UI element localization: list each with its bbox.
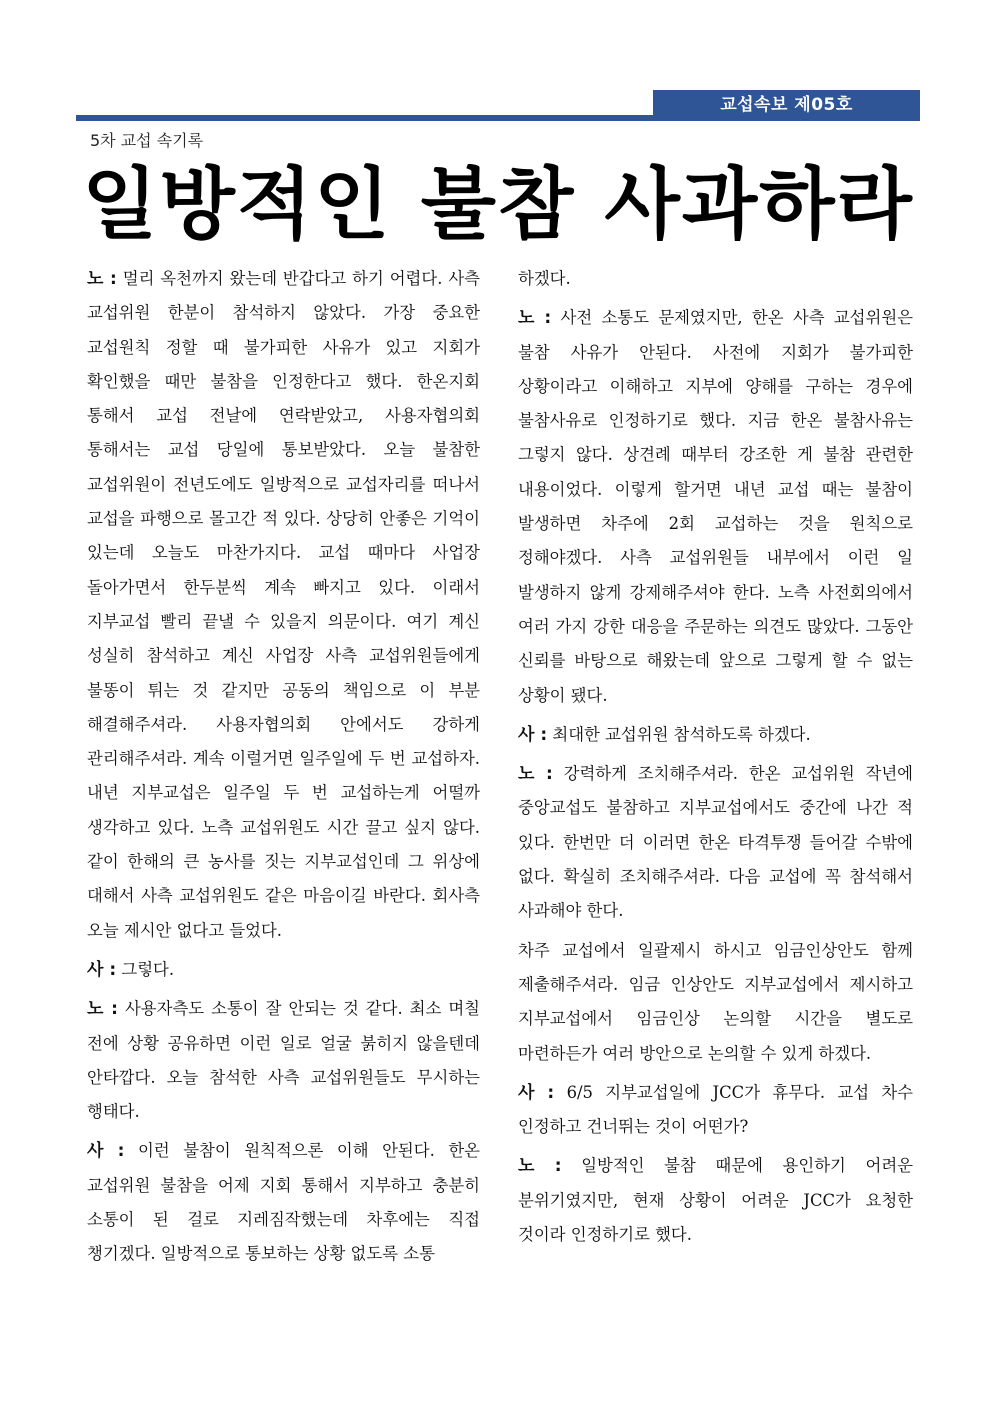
paragraph xyxy=(518,1149,913,1252)
paragraph xyxy=(518,301,913,713)
paragraph xyxy=(518,1076,913,1145)
paragraph xyxy=(87,262,480,948)
speaker-label: 사 : xyxy=(87,959,117,980)
left-column xyxy=(87,262,480,1277)
paragraph-text: 이런 불참이 원칙적으론 이해 안된다. 한온 교섭위원 불참을 어제 지회 통해서 지부하고 충분히 소통이 된 걸로 지레짐작했는데 차후에는 직접 챙기겠다. 일방적으로 통보하는 상황 없도록 소통 xyxy=(87,1141,481,1264)
page-headline: 일방적인 불참 사과하라 xyxy=(82,160,914,250)
paragraph xyxy=(87,1134,480,1271)
paragraph xyxy=(87,992,480,1129)
paragraph-text: 6/5 지부교섭일에 JCC가 휴무다. 교섭 차수 인정하고 건너뛰는 것이 어떤가? xyxy=(518,1082,914,1137)
paragraph-text: 그렇다. xyxy=(121,959,175,979)
paragraph-text: 하겠다. xyxy=(518,269,571,288)
paragraph-text: 최대한 교섭위원 참석하도록 하겠다. xyxy=(552,724,811,744)
paragraph-text: 일방적인 불참 때문에 용인하기 어려운 분위기였지만, 현재 상황이 어려운 JCC가 요청한 것이라 인정하기로 했다. xyxy=(518,1156,913,1245)
page-subtitle: 5차 교섭 속기록 xyxy=(90,131,204,150)
paragraph xyxy=(518,262,913,296)
speaker-label: 사 : xyxy=(518,1082,555,1103)
paragraph-text: 사전 소통도 문제였지만, 한온 사측 교섭위원은 불참 사유가 안된다. 사전에 지회가 불가피한 상황이라고 이해하고 지부에 양해를 구하는 경우에 불참사유로 인정하기로 했다. 지금 한온 불참사유는 그렇지 않다. 상견례 때부터 강조한 게 불참 관련한 내용이었다. 이렇게 할거면 내년 교섭 때는 불참이 발생하면 차주에 2회 교섭하는 것을 원칙으로 정해야겠다. 사측 교섭위원들 내부에서 이런 일 발생하지 않게 강제해주셔야 한다. 노측 사전회의에서 여러 가지 강한 대응을 주문하는 의견도 많았다. 그동안 신뢰를 바탕으로 해왔는데 앞으로 그렇게 할 수 없는 상황이 됐다. xyxy=(518,308,913,705)
speaker-label: 노 : xyxy=(518,1156,562,1177)
paragraph-text: 차주 교섭에서 일괄제시 하시고 임금인상안도 함께 제출해주셔라. 임금 인상안도 지부교섭에서 제시하고 지부교섭에서 임금인상 논의할 시간을 별도로 마련하든가 여러 방안으로 논의할 수 있게 하겠다. xyxy=(518,940,913,1063)
speaker-label: 사 : xyxy=(518,724,548,745)
speaker-label: 사 : xyxy=(87,1141,125,1162)
paragraph xyxy=(518,718,913,752)
paragraph xyxy=(87,953,480,987)
header-rule xyxy=(76,115,920,121)
paragraph xyxy=(518,757,913,928)
speaker-label: 노 : xyxy=(87,269,117,289)
paragraph-text: 강력하게 조치해주셔라. 한온 교섭위원 작년에 중앙교섭도 불참하고 지부교섭에서도 중간에 나간 적 있다. 한번만 더 이러면 한온 타격투쟁 들어갈 수밖에 없다. 확실히 조치해주셔라. 다음 교섭에 꼭 참석해서 사과해야 한다. xyxy=(518,764,913,921)
paragraph-text: 멀리 옥천까지 왔는데 반갑다고 하기 어렵다. 사측 교섭위원 한분이 참석하지 않았다. 가장 중요한 교섭원칙 정할 때 불가피한 사유가 있고 지회가 확인했을 때만 불참을 인정한다고 했다. 한온지회 통해서 교섭 전날에 연락받았고, 사용자협의회 통해서는 교섭 당일에 통보받았다. 오늘 불참한 교섭위원이 전년도에도 일방적으로 교섭자리를 떠나서 교섭을 파행으로 몰고간 적 있다. 상당히 안좋은 기억이 있는데 오늘도 마찬가지다. 교섭 때마다 사업장 돌아가면서 한두분씩 계속 빠지고 있다. 이래서 지부교섭 빨리 끝낼 수 있을지 의문이다. 여기 계신 성실히 참석하고 계신 사업장 사측 교섭위원들에게 불똥이 튀는 것 같지만 공동의 책임으로 이 부분 해결해주셔라. 사용자협의회 안에서도 강하게 관리해주셔라. 계속 이럴거면 일주일에 두 번 교섭하자. 내년 지부교섭은 일주일 두 번 교섭하는게 어떨까 생각하고 있다. 노측 교섭위원도 시간 끌고 싶지 않다. 같이 한해의 큰 농사를 짓는 지부교섭인데 그 위상에 대해서 사측 교섭위원도 같은 마음이길 바란다. 회사측 오늘 제시안 없다고 들었다. xyxy=(87,269,480,940)
speaker-label: 노 : xyxy=(518,308,552,329)
right-column xyxy=(518,262,913,1257)
speaker-label: 노 : xyxy=(518,764,553,785)
issue-number-badge: 교섭속보 제05호 xyxy=(653,90,920,121)
speaker-label: 노 : xyxy=(87,999,118,1020)
paragraph xyxy=(518,934,913,1071)
paragraph-text: 사용자측도 소통이 잘 안되는 것 같다. 최소 며칠 전에 상황 공유하면 이런 일로 얼굴 붉히지 않을텐데 안타깝다. 오늘 참석한 사측 교섭위원들도 무시하는 행태다. xyxy=(87,999,481,1122)
